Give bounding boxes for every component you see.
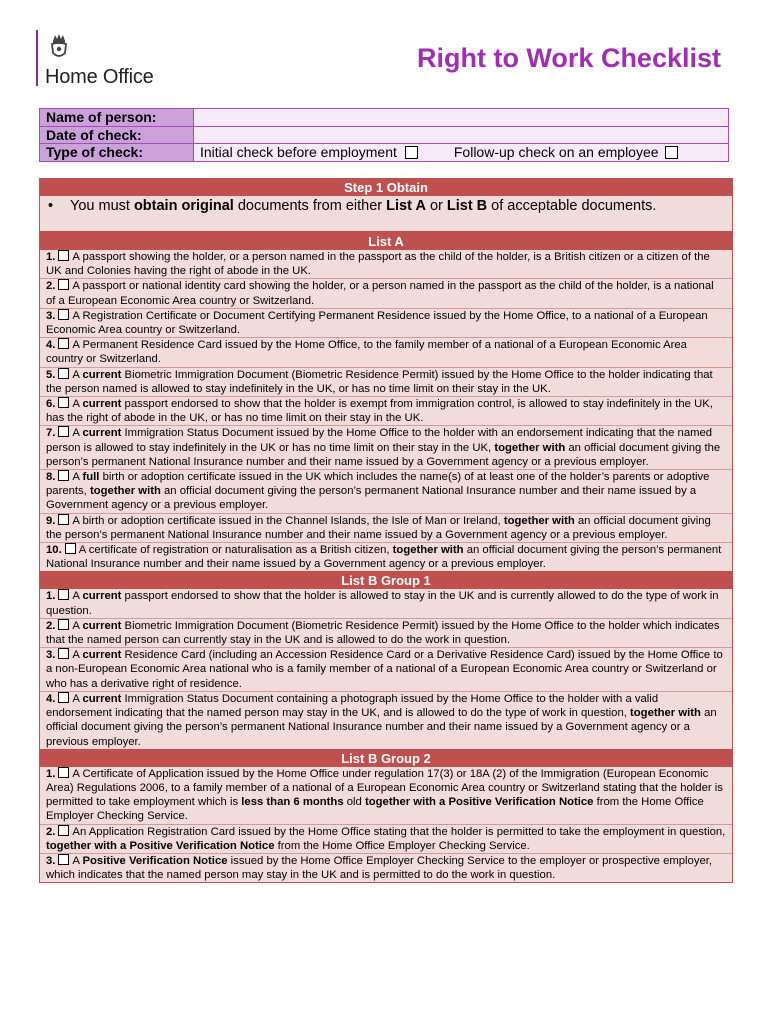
item-checkbox[interactable] bbox=[58, 692, 69, 703]
item-text: together with bbox=[392, 544, 464, 557]
item-text: A bbox=[72, 427, 83, 440]
item-text: A bbox=[72, 590, 83, 603]
item-text: together with a Positive Verification Notice bbox=[46, 839, 275, 852]
item-number: 7. bbox=[46, 427, 56, 440]
item-text: A Certificate of Application issued by the Home Office under regulation 17(3) or 18A (2) of the Immigration (European Economic Area) Regulations 2006, to a family member of a national of a European Economic Area country or Switzerland stating that the holder is permitted to take employment which is bbox=[46, 767, 723, 809]
item-text: A bbox=[72, 692, 83, 705]
item-checkbox[interactable] bbox=[58, 309, 69, 320]
checklist-item bbox=[40, 691, 732, 749]
item-text: together with bbox=[494, 441, 566, 454]
item-text: current bbox=[82, 398, 122, 411]
item-number: 2. bbox=[46, 825, 56, 838]
item-text: current bbox=[82, 590, 122, 603]
item-text: an official document giving the person’s permanent National Insurance number and their name issued by a Government agency or a previous employer. bbox=[46, 514, 711, 541]
item-text: A bbox=[72, 649, 83, 662]
checklist-item bbox=[40, 647, 732, 691]
name-field[interactable] bbox=[194, 109, 729, 127]
item-text: Residence Card (including an Accession Residence Card or a Derivative Residence Card) issued by the Home Office to a non-European Economic Area national who is a family member of a national of a European Economic Area country or Switzerland or who has a derivative right of residence. bbox=[46, 649, 723, 690]
item-number: 1. bbox=[46, 590, 56, 603]
item-checkbox[interactable] bbox=[58, 397, 69, 408]
list-b-group-2 bbox=[40, 767, 732, 883]
followup-check-checkbox[interactable] bbox=[665, 146, 678, 159]
type-field bbox=[194, 144, 729, 162]
royal-crest-icon bbox=[47, 32, 71, 60]
checklist-item bbox=[40, 396, 732, 425]
checklist bbox=[39, 178, 733, 883]
step1-body: • You must obtain original documents from either List A or List B of acceptable documents. bbox=[40, 196, 732, 232]
date-label: Date of check: bbox=[40, 126, 194, 144]
item-number: 9. bbox=[46, 514, 56, 527]
checklist-item bbox=[40, 337, 732, 366]
item-text: current bbox=[82, 649, 122, 662]
person-info-table bbox=[39, 108, 729, 162]
bullet-icon: • bbox=[48, 198, 54, 214]
checklist-item bbox=[40, 250, 732, 278]
item-checkbox[interactable] bbox=[65, 543, 76, 554]
list-b-group-1 bbox=[40, 589, 732, 748]
item-checkbox[interactable] bbox=[58, 279, 69, 290]
item-text: from the Home Office Employer Checking Service. bbox=[274, 839, 530, 852]
item-text: A passport or national identity card showing the holder, or a person named in the passport as the child of the holder, is a national of a European Economic Area country or Switzerland. bbox=[46, 280, 714, 307]
item-number: 4. bbox=[46, 339, 56, 352]
item-number: 1. bbox=[46, 251, 56, 263]
item-text: current bbox=[82, 692, 122, 705]
item-checkbox[interactable] bbox=[58, 648, 69, 659]
item-text: together with bbox=[503, 514, 575, 527]
checklist-item bbox=[40, 308, 732, 337]
checklist-item bbox=[40, 425, 732, 469]
item-text: together with bbox=[89, 485, 161, 498]
item-checkbox[interactable] bbox=[58, 514, 69, 525]
item-number: 2. bbox=[46, 280, 56, 293]
page-title: Right to Work Checklist bbox=[416, 43, 721, 73]
checklist-item bbox=[40, 824, 732, 853]
item-text: together with a Positive Verification Notice bbox=[364, 796, 594, 809]
name-label: Name of person: bbox=[40, 109, 194, 127]
item-text: full bbox=[82, 471, 100, 484]
item-number: 3. bbox=[46, 854, 56, 867]
item-number: 3. bbox=[46, 309, 56, 322]
item-text: A bbox=[72, 854, 83, 867]
item-text: current bbox=[82, 427, 122, 440]
item-checkbox[interactable] bbox=[58, 250, 69, 261]
initial-check-label: Initial check before employment bbox=[200, 144, 397, 161]
checklist-item bbox=[40, 469, 732, 513]
step1-header: Step 1 Obtain bbox=[40, 179, 732, 196]
item-number: 1. bbox=[46, 767, 56, 780]
checklist-item bbox=[40, 618, 732, 647]
item-checkbox[interactable] bbox=[58, 338, 69, 349]
home-office-logo bbox=[36, 30, 186, 90]
item-text: together with bbox=[630, 707, 701, 720]
type-label: Type of check: bbox=[40, 144, 194, 162]
item-text: Immigration Status Document issued by the Home Office to the holder with an endorsement indicating that the named person is allowed to stay indefinitely in the UK or has no time limit on their stay in the UK, bbox=[46, 427, 713, 454]
item-text: issued by the Home Office Employer Checking Service to the employer or prospective employer, which indicates that the named person may stay in the UK and is permitted to do the work in question. bbox=[46, 854, 713, 882]
checklist-item bbox=[40, 513, 732, 542]
item-text: A passport showing the holder, or a person named in the passport as the child of the holder, is a British citizen or a citizen of the UK and Colonies having the right of abode in the UK. bbox=[46, 251, 710, 278]
item-text: from the Home Office Employer Checking Service. bbox=[46, 796, 704, 823]
item-text: current bbox=[82, 619, 122, 632]
item-text: A Permanent Residence Card issued by the Home Office, to the family member of a national of a European Economic Area country or Switzerland. bbox=[46, 339, 687, 366]
item-number: 5. bbox=[46, 368, 56, 381]
item-checkbox[interactable] bbox=[58, 589, 69, 600]
item-text: an official document giving the person’s permanent National Insurance number and their name issued by a Government agency or a previous employer. bbox=[46, 441, 721, 468]
item-text: an official document giving the person’s permanent National Insurance number and their name issued by a Government agency or a previous employer. bbox=[46, 707, 717, 748]
item-text: A certificate of registration or naturalisation as a British citizen, bbox=[78, 544, 393, 557]
item-text: less than 6 months bbox=[241, 796, 344, 809]
item-text: an official document giving the person’s permanent National Insurance number and their name issued by a Government agency or a previous employer. bbox=[46, 544, 722, 571]
item-checkbox[interactable] bbox=[58, 767, 69, 778]
date-field[interactable] bbox=[194, 126, 729, 144]
item-text: birth or adoption certificate issued in the UK which includes the name(s) of at least one of the holder’s parents or adoptive parents, bbox=[46, 471, 710, 498]
list-a-header: List A bbox=[40, 232, 732, 250]
item-checkbox[interactable] bbox=[58, 854, 69, 865]
checklist-item bbox=[40, 367, 732, 396]
item-text: A Registration Certificate or Document Certifying Permanent Residence issued by the Home Office, to a national of a European Economic Area country or Switzerland. bbox=[46, 309, 708, 337]
item-checkbox[interactable] bbox=[58, 426, 69, 437]
list-b2-header: List B Group 2 bbox=[40, 749, 732, 767]
item-text: Biometric Immigration Document (Biometric Residence Permit) issued by the Home Office to the holder indicating that the person named is allowed to stay indefinitely in the UK, or has no time limit on their stay in the UK. bbox=[46, 368, 713, 395]
item-text: A bbox=[72, 398, 83, 411]
item-text: an official document giving the person’s permanent National Insurance number and their name issued by a Government agency or a previous employer. bbox=[46, 485, 697, 512]
checklist-item bbox=[40, 542, 732, 571]
item-text: Biometric Immigration Document (Biometric Residence Permit) issued by the Home Office to the holder which indicates that the named person can currently stay in the UK and is allowed to do the work in question. bbox=[46, 619, 720, 647]
initial-check-checkbox[interactable] bbox=[405, 146, 418, 159]
followup-check-label: Follow-up check on an employee bbox=[453, 144, 659, 161]
item-text: An Application Registration Card issued by the Home Office stating that the holder is permitted to take the employment in question, bbox=[72, 825, 726, 838]
item-checkbox[interactable] bbox=[58, 825, 69, 836]
item-text: A bbox=[72, 471, 83, 484]
list-a bbox=[40, 250, 732, 571]
item-number: 6. bbox=[46, 398, 56, 411]
item-number: 10. bbox=[46, 544, 62, 557]
logo-text: Home Office bbox=[45, 66, 154, 88]
item-text: A bbox=[72, 619, 83, 632]
item-number: 2. bbox=[46, 619, 56, 632]
item-checkbox[interactable] bbox=[58, 619, 69, 630]
checklist-item bbox=[40, 767, 732, 824]
item-checkbox[interactable] bbox=[58, 470, 69, 481]
item-text: old bbox=[343, 796, 365, 809]
checklist-item bbox=[40, 589, 732, 617]
item-checkbox[interactable] bbox=[58, 368, 69, 379]
logo-divider bbox=[36, 30, 38, 86]
item-number: 4. bbox=[46, 692, 56, 705]
item-text: passport endorsed to show that the holder is allowed to stay in the UK and is currently allowed to do the type of work in question. bbox=[46, 590, 719, 617]
list-b1-header: List B Group 1 bbox=[40, 571, 732, 589]
item-text: Positive Verification Notice bbox=[82, 854, 228, 867]
item-number: 8. bbox=[46, 471, 56, 484]
item-text: passport endorsed to show that the holder is exempt from immigration control, is allowed to stay indefinitely in the UK, has the right of abode in the UK, or has no time limit on their stay in the UK. bbox=[46, 398, 713, 425]
item-number: 3. bbox=[46, 649, 56, 662]
item-text: Immigration Status Document containing a photograph issued by the Home Office to the holder with a valid endorsement indicating that the named person may stay in the UK, and is allowed to do the type of work in question, bbox=[46, 692, 659, 720]
item-text: A bbox=[72, 368, 83, 381]
checklist-item bbox=[40, 853, 732, 882]
item-text: A birth or adoption certificate issued in the Channel Islands, the Isle of Man or Ireland, bbox=[72, 514, 504, 527]
item-text: current bbox=[82, 368, 122, 381]
checklist-item bbox=[40, 278, 732, 307]
